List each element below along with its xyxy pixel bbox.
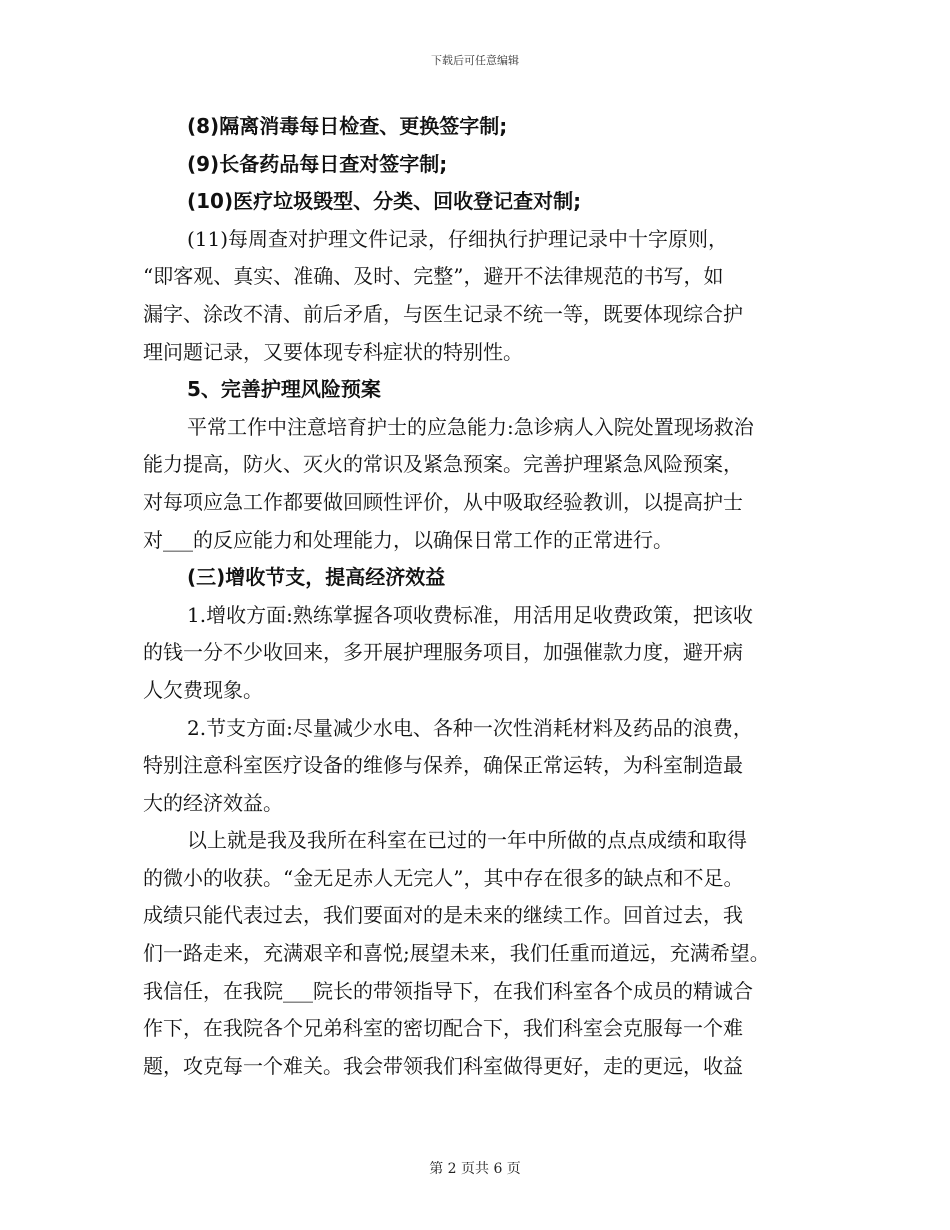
- paragraph-line: 大的经济效益。: [143, 790, 283, 815]
- section-heading-line: (9)长备药品每日查对签字制;: [187, 151, 448, 176]
- paragraph-line: 题，攻克每一个难关。我会带领我们科室做得更好，走的更远，收益: [143, 1053, 743, 1078]
- paragraph-line: 漏字、涂改不清、前后矛盾，与医生记录不统一等，既要体现综合护: [143, 301, 743, 326]
- section-heading-line: (三)增收节支，提高经济效益: [187, 565, 446, 590]
- paragraph-line: 1.增收方面:熟练掌握各项收费标准，用活用足收费政策，把该收: [187, 602, 753, 627]
- paragraph-line: (11)每周查对护理文件记录，仔细执行护理记录中十字原则，: [187, 226, 729, 251]
- paragraph-line: 成绩只能代表过去，我们要面对的是未来的继续工作。回首过去，我: [143, 903, 743, 928]
- paragraph-line: 特别注意科室医疗设备的维修与保养，确保正常运转，为科室制造最: [143, 753, 743, 778]
- paragraph-line: 对___的反应能力和处理能力，以确保日常工作的正常进行。: [143, 527, 673, 552]
- paragraph-line: 理问题记录，又要体现专科症状的特别性。: [143, 339, 523, 364]
- paragraph-line: 作下，在我院各个兄弟科室的密切配合下，我们科室会克服每一个难: [143, 1016, 743, 1041]
- paragraph-line: 人欠费现象。: [143, 677, 263, 702]
- section-heading-line: (8)隔离消毒每日检查、更换签字制;: [187, 114, 508, 138]
- page-footer: 第 2 页共 6 页: [429, 1161, 521, 1177]
- paragraph-line: 能力提高，防火、灭火的常识及紧急预案。完善护理紧急风险预案，: [143, 452, 743, 477]
- paragraph-line: 对每项应急工作都要做回顾性评价，从中吸取经验教训，以提高护士: [143, 489, 743, 514]
- paragraph-line: 们一路走来，充满艰辛和喜悦;展望未来，我们任重而道远，充满希望。: [143, 941, 770, 966]
- paragraph-line: 平常工作中注意培育护士的应急能力:急诊病人入院处置现场救治: [187, 414, 754, 439]
- section-heading-line: (10)医疗垃圾毁型、分类、回收登记查对制;: [187, 189, 582, 214]
- paragraph-line: 2.节支方面:尽量减少水电、各种一次性消耗材料及药品的浪费，: [187, 715, 753, 740]
- header-note: 下载后可任意编辑: [431, 54, 519, 67]
- section-heading-line: 5、完善护理风险预案: [187, 377, 381, 402]
- paragraph-line: “即客观、真实、准确、及时、完整”，避开不法律规范的书写，如: [143, 264, 724, 289]
- document-body: [143, 108, 813, 1085]
- paragraph-line: 以上就是我及我所在科室在已过的一年中所做的点点成绩和取得: [187, 828, 747, 853]
- paragraph-line: 的钱一分不少收回来，多开展护理服务项目，加强催款力度，避开病: [143, 640, 743, 665]
- paragraph-line: 我信任，在我院___院长的带领指导下，在我们科室各个成员的精诚合: [143, 978, 753, 1003]
- paragraph-line: 的微小的收获。“金无足赤人无完人”，其中存在很多的缺点和不足。: [143, 865, 744, 890]
